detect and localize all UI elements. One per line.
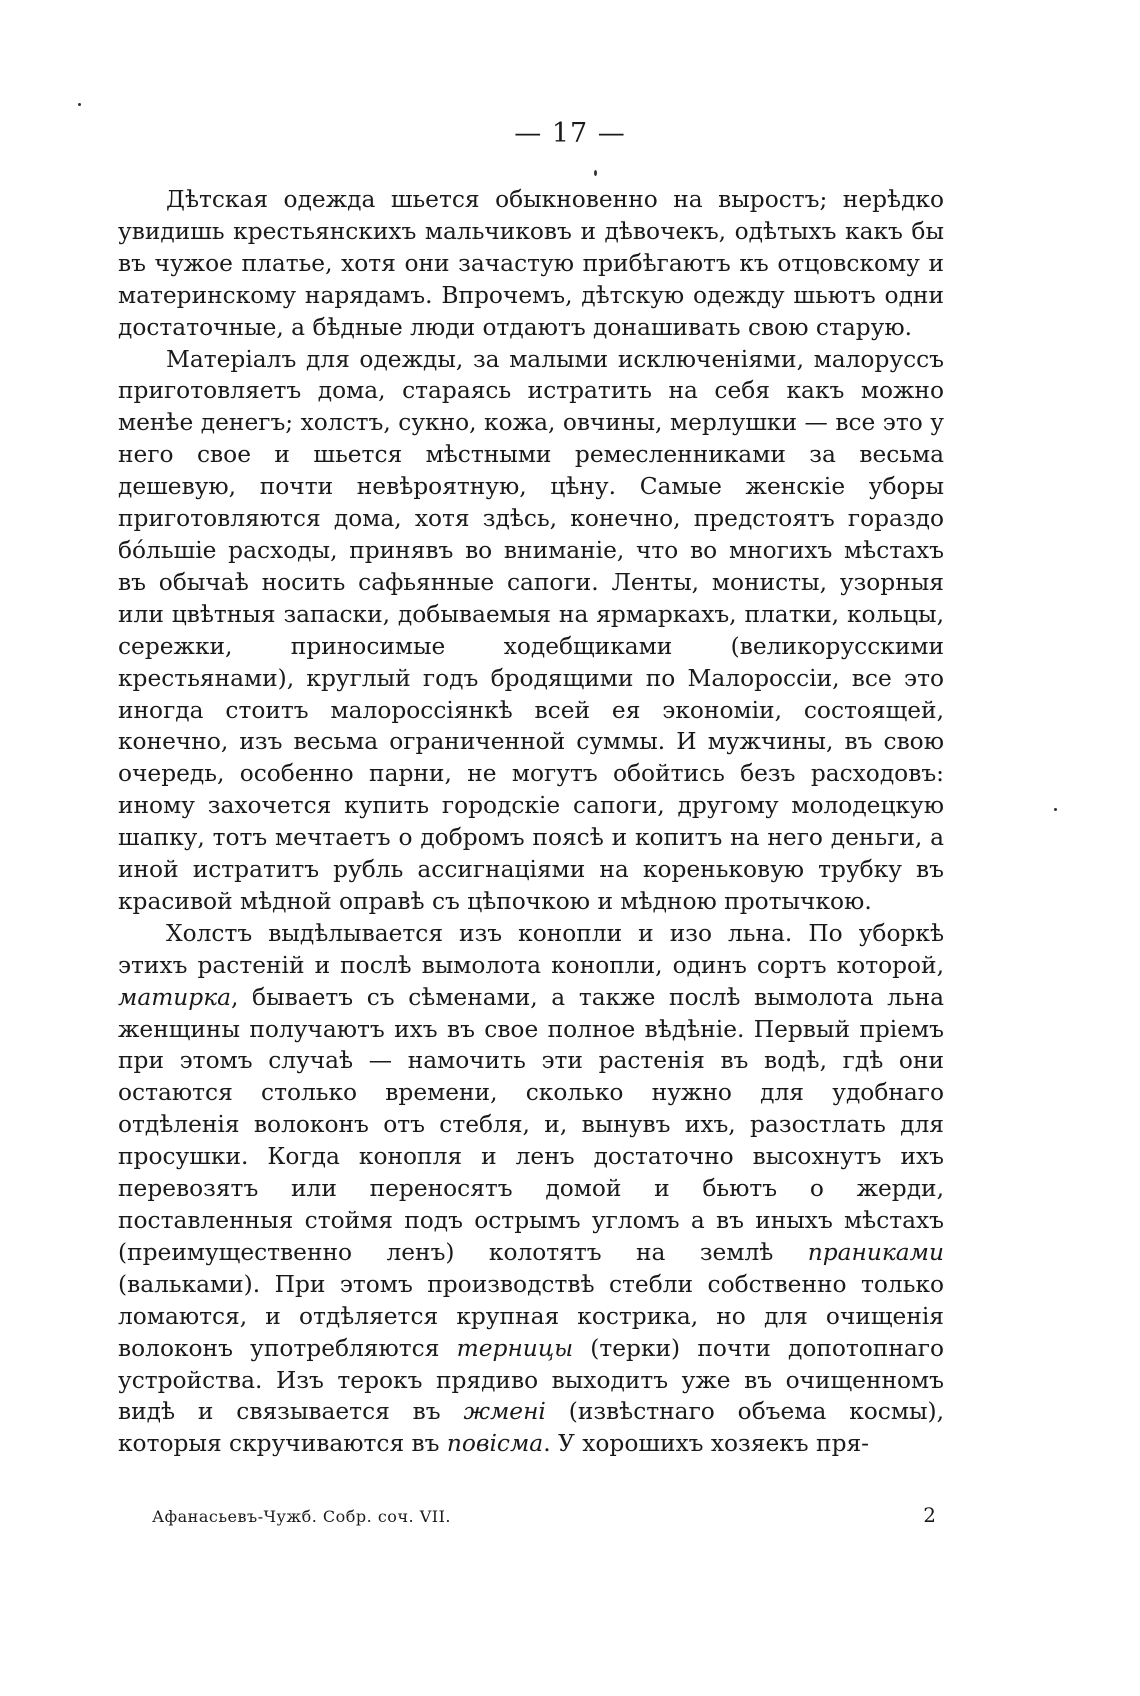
paragraph [118,344,944,918]
italic-term: праниками [807,1238,944,1266]
paragraph [118,184,944,344]
text-run: Дѣтская одежда шьется обыкновенно на выростъ; нерѣдко увидишь крестьянскихъ мальчиковъ и дѣвочекъ, одѣтыхъ какъ бы въ чужое платье, хотя они зачастую прибѣгаютъ къ отцовскому и материнскому нарядамъ. Впрочемъ, дѣтскую одежду шьютъ одни достаточные, а бѣдные люди отдаютъ донашивать свою старую. [118,186,944,341]
book-signature: Афанасьевъ-Чужб. Собр. соч. VII. [152,1507,451,1526]
italic-term: матирка [118,983,232,1011]
italic-term: терницы [456,1334,574,1362]
text-run: (терки) почти допотопнаго устройства. Изъ терокъ прядиво выходитъ уже въ очищенномъ видѣ и связывается въ [118,1334,944,1426]
text-run: Холстъ выдѣлывается изъ конопли и изо льна. По уборкѣ этихъ растеній и послѣ вымолота конопли, одинъ сортъ которой, [118,919,944,979]
text-run: (вальками). При этомъ производствѣ стебли собственно только ломаются, и отдѣляется крупная кострика, но для очищенія волоконъ употребляются [118,1270,944,1362]
text-run: (извѣстнаго объема космы), которыя скручиваются въ [118,1398,944,1458]
text-run: Матеріалъ для одежды, за малыми исключеніями, малоруссъ приготовляетъ дома, стараясь истратить на себя какъ можно менѣе денегъ; холстъ, сукно, кожа, овчины, мерлушки — все это у него свое и шьется мѣстными ремесленниками за весьма дешевую, почти невѣроятную, цѣну. Самые женскіе уборы приготовляются дома, хотя здѣсь, конечно, предстоятъ гораздо бо́льшіе расходы, принявъ во вниманіе, что во многихъ мѣстахъ въ обычаѣ носить сафьянные сапоги. Ленты, монисты, узорныя или цвѣтныя запаски, добываемыя на ярмаркахъ, платки, кольцы, сережки, приносимые ходебщиками (великорусскими крестьянами), круглый годъ бродящими по Малороссіи, все это иногда стоитъ малороссіянкѣ всей ея экономіи, состоящей, конечно, изъ весьма ограниченной суммы. И мужчины, въ свою очередь, особенно парни, не могутъ обойтись безъ расходовъ: иному захочется купить городскіе сапоги, другому молодецкую шапку, тотъ мечтаетъ о добромъ поясѣ и копитъ на него деньги, а иной истратитъ рубль ассигнаціями на кореньковую трубку въ красивой мѣдной оправѣ съ цѣпочкою и мѣдною протычкою. [118,345,944,915]
paragraph [118,918,944,1460]
page-footer [152,1503,942,1533]
sheet-number: 2 [923,1503,936,1527]
page-number: — 17 — [514,118,626,149]
print-speck [1054,808,1057,811]
italic-term: жмені [463,1398,546,1426]
print-speck [78,103,81,106]
print-speck [594,170,597,176]
italic-term: повісма [446,1430,544,1458]
body-text [118,184,944,1460]
text-run: , бываетъ съ сѣменами, а также послѣ вымолота льна женщины получаютъ ихъ въ свое полное вѣдѣніе. Первый пріемъ при этомъ случаѣ — намочить эти растенія въ водѣ, гдѣ они остаются столько времени, сколько нужно для удобнаго отдѣленія волоконъ отъ стебля, и, вынувъ ихъ, разостлать для просушки. Когда конопля и ленъ достаточно высохнутъ ихъ перевозятъ или переносятъ домой и бьютъ о жерди, поставленныя стоймя подъ острымъ угломъ а въ иныхъ мѣстахъ (преимущественно ленъ) колотятъ на землѣ [118,983,944,1266]
text-run: . У хорошихъ хозяекъ пря- [543,1430,870,1458]
